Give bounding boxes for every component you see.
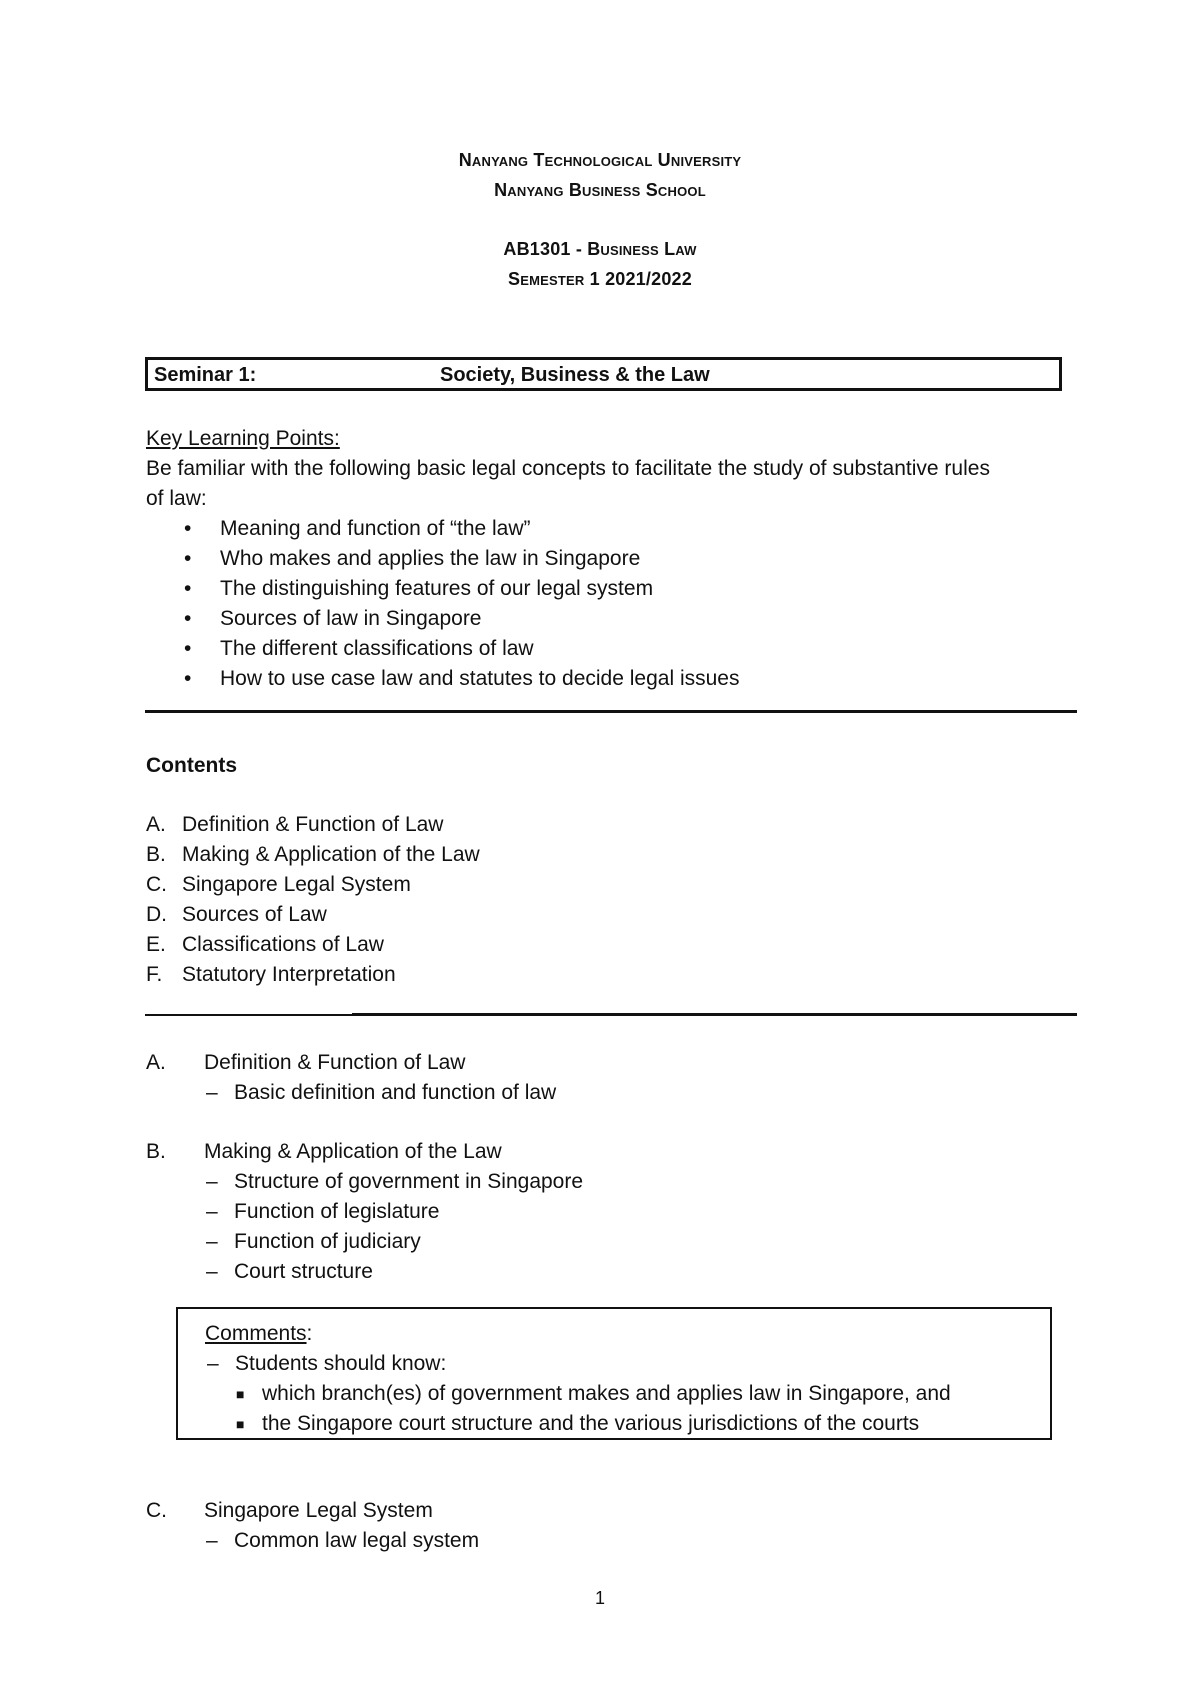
bullet-icon: • xyxy=(184,607,192,630)
dash-icon: – xyxy=(206,1200,218,1223)
bullet-icon: • xyxy=(184,637,192,660)
list-item: – Structure of government in Singapore xyxy=(204,1167,583,1197)
comments-box xyxy=(176,1307,1052,1440)
list-item: E. Classifications of Law xyxy=(146,933,384,956)
list-item: D. Sources of Law xyxy=(146,903,327,926)
section-b-letter: B. xyxy=(146,1140,166,1163)
list-item: • Sources of law in Singapore xyxy=(146,604,739,634)
section-c-list xyxy=(204,1526,479,1556)
section-divider-thick xyxy=(352,1013,1077,1016)
key-learning-heading: Key Learning Points: xyxy=(146,427,340,450)
comments-intro xyxy=(205,1349,446,1379)
section-a-letter: A. xyxy=(146,1051,166,1074)
list-item: ■ the Singapore court structure and the various jurisdictions of the courts xyxy=(178,1409,951,1439)
section-c-letter: C. xyxy=(146,1499,167,1522)
semester: Semester 1 2021/2022 xyxy=(508,269,692,289)
square-bullet-icon: ■ xyxy=(236,1416,245,1432)
list-item: – Students should know: xyxy=(205,1349,446,1379)
seminar-box xyxy=(145,357,1062,391)
university-name: Nanyang Technological University xyxy=(458,150,742,170)
dash-icon: – xyxy=(206,1260,218,1283)
list-item: F. Statutory Interpretation xyxy=(146,963,396,986)
course-title: AB1301 - Business Law xyxy=(503,239,697,259)
dash-icon: – xyxy=(206,1230,218,1253)
list-item: – Function of judiciary xyxy=(204,1227,583,1257)
dash-icon: – xyxy=(206,1081,218,1104)
bullet-icon: • xyxy=(184,667,192,690)
list-item: C. Singapore Legal System xyxy=(146,873,411,896)
list-item: • The distinguishing features of our legal system xyxy=(146,574,739,604)
section-a-title: Definition & Function of Law xyxy=(204,1051,466,1074)
comments-list xyxy=(178,1379,951,1439)
bullet-icon: • xyxy=(184,547,192,570)
dash-icon: – xyxy=(206,1529,218,1552)
section-b-list xyxy=(204,1167,583,1287)
bullet-icon: • xyxy=(184,517,192,540)
seminar-label: Seminar 1: xyxy=(154,364,257,386)
section-c-title: Singapore Legal System xyxy=(204,1499,433,1522)
bullet-icon: • xyxy=(184,577,192,600)
list-item: • How to use case law and statutes to decide legal issues xyxy=(146,664,739,694)
seminar-title: Society, Business & the Law xyxy=(440,364,710,386)
list-item: – Common law legal system xyxy=(204,1526,479,1556)
dash-icon: – xyxy=(206,1170,218,1193)
list-item: • Who makes and applies the law in Singapore xyxy=(146,544,739,574)
list-item: B. Making & Application of the Law xyxy=(146,843,480,866)
school-name: Nanyang Business School xyxy=(494,180,706,200)
list-item: – Basic definition and function of law xyxy=(204,1078,556,1108)
list-item: ■ which branch(es) of government makes and applies law in Singapore, and xyxy=(178,1379,951,1409)
comments-heading: Comments: xyxy=(205,1322,313,1345)
section-divider xyxy=(145,710,1077,713)
list-item: – Function of legislature xyxy=(204,1197,583,1227)
section-a-list xyxy=(204,1078,556,1108)
list-item: – Court structure xyxy=(204,1257,583,1287)
contents-list xyxy=(146,810,480,990)
contents-heading: Contents xyxy=(146,754,237,777)
key-learning-list xyxy=(146,514,739,694)
list-item: A. Definition & Function of Law xyxy=(146,813,444,836)
section-b-title: Making & Application of the Law xyxy=(204,1140,502,1163)
key-learning-intro-line1: Be familiar with the following basic legal concepts to facilitate the study of substantive rules xyxy=(146,457,990,480)
dash-icon: – xyxy=(207,1352,219,1375)
page-number: 1 xyxy=(594,1588,605,1608)
key-learning-intro-line2: of law: xyxy=(146,487,207,510)
list-item: • The different classifications of law xyxy=(146,634,739,664)
square-bullet-icon: ■ xyxy=(236,1386,245,1402)
list-item: • Meaning and function of “the law” xyxy=(146,514,739,544)
